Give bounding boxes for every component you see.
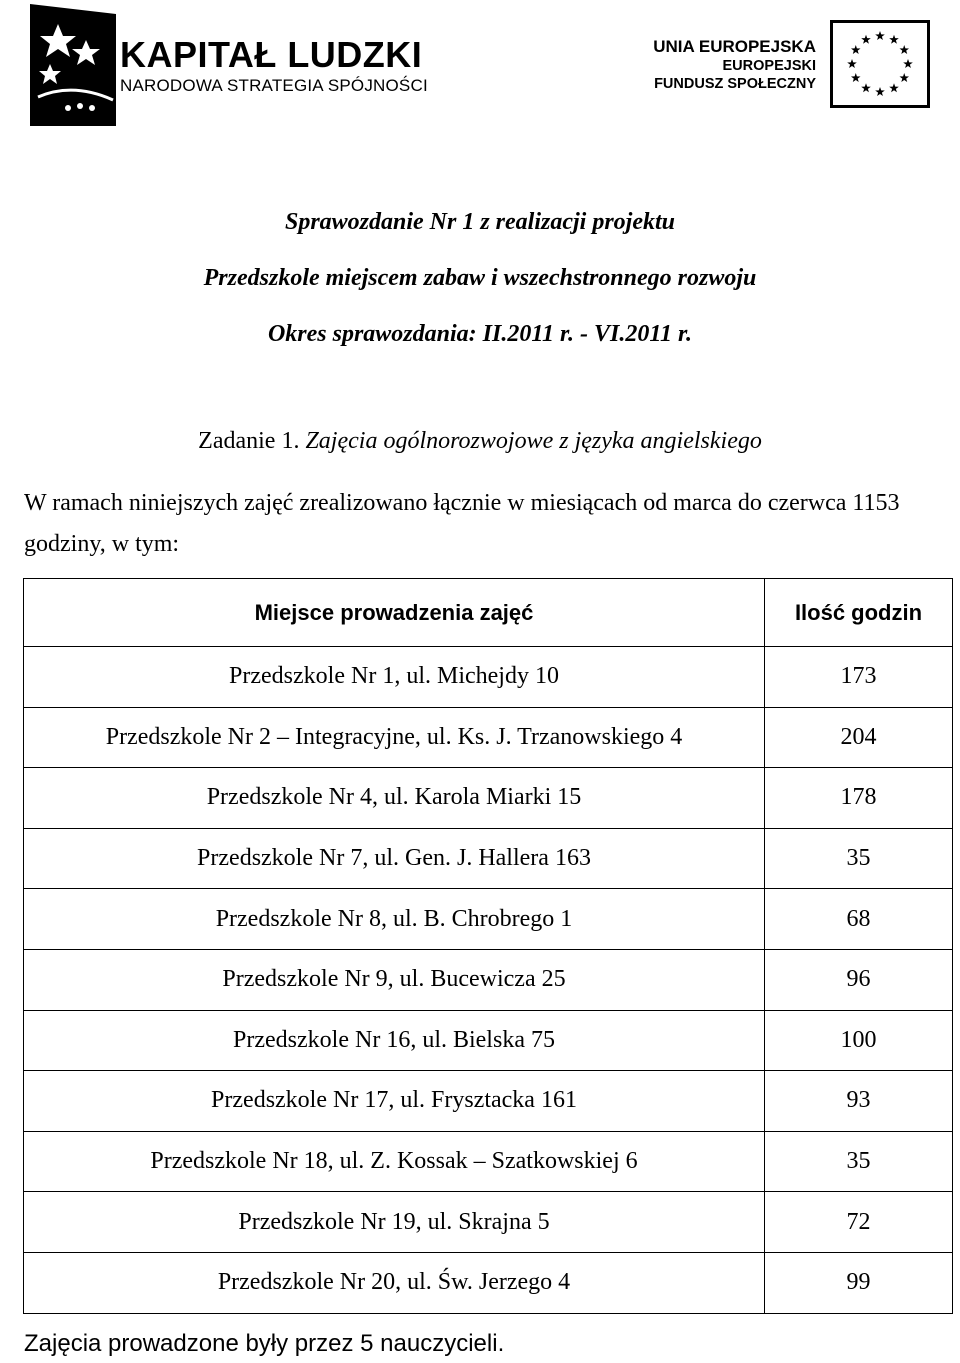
location-cell: Przedszkole Nr 20, ul. Św. Jerzego 4 bbox=[24, 1252, 765, 1313]
footer-note: Zajęcia prowadzone były przez 5 nauczycieli. bbox=[24, 1330, 505, 1357]
hours-cell: 35 bbox=[765, 1131, 953, 1192]
eu-line3: FUNDUSZ SPOŁECZNY bbox=[654, 76, 816, 92]
report-period: Okres sprawozdania: II.2011 r. - VI.2011 r. bbox=[267, 321, 693, 347]
kl-title: KAPITAŁ LUDZKI bbox=[120, 34, 423, 75]
hours-cell: 72 bbox=[765, 1192, 953, 1253]
location-cell: Przedszkole Nr 1, ul. Michejdy 10 bbox=[24, 647, 765, 708]
task-heading bbox=[0, 428, 960, 455]
intro-paragraph: W ramach niniejszych zajęć zrealizowano łącznie w miesiącach od marca do czerwca 1153 godziny, w tym: bbox=[24, 490, 900, 557]
hours-cell: 35 bbox=[765, 828, 953, 889]
hours-cell: 99 bbox=[765, 1252, 953, 1313]
location-cell: Przedszkole Nr 18, ul. Z. Kossak – Szatkowskiej 6 bbox=[24, 1131, 765, 1192]
location-cell: Przedszkole Nr 2 – Integracyjne, ul. Ks. J. Trzanowskiego 4 bbox=[24, 707, 765, 768]
kapital-ludzki-logo-icon bbox=[28, 2, 118, 133]
eu-flag-icon bbox=[830, 20, 930, 113]
table-row bbox=[24, 768, 953, 829]
hours-cell: 100 bbox=[765, 1010, 953, 1071]
task-label: Zadanie 1. bbox=[198, 428, 300, 454]
location-cell: Przedszkole Nr 7, ul. Gen. J. Hallera 163 bbox=[24, 828, 765, 889]
eu-wordmark bbox=[576, 36, 816, 93]
table-row bbox=[24, 1192, 953, 1253]
table-row bbox=[24, 889, 953, 950]
kapital-ludzki-wordmark bbox=[120, 36, 428, 96]
hours-cell: 68 bbox=[765, 889, 953, 950]
column-header-hours: Ilość godzin bbox=[765, 579, 953, 647]
project-name: Przedszkole miejscem zabaw i wszechstronnego rozwoju bbox=[203, 265, 757, 291]
location-cell: Przedszkole Nr 17, ul. Frysztacka 161 bbox=[24, 1071, 765, 1132]
location-cell: Przedszkole Nr 4, ul. Karola Miarki 15 bbox=[24, 768, 765, 829]
table-row bbox=[24, 1131, 953, 1192]
hours-cell: 178 bbox=[765, 768, 953, 829]
location-cell: Przedszkole Nr 9, ul. Bucewicza 25 bbox=[24, 949, 765, 1010]
hours-table bbox=[23, 578, 953, 1314]
table-row bbox=[24, 647, 953, 708]
location-cell: Przedszkole Nr 8, ul. B. Chrobrego 1 bbox=[24, 889, 765, 950]
column-header-location: Miejsce prowadzenia zajęć bbox=[24, 579, 765, 647]
task-name: Zajęcia ogólnorozwojowe z języka angielskiego bbox=[305, 428, 762, 454]
hours-cell: 173 bbox=[765, 647, 953, 708]
table-header-row bbox=[24, 579, 953, 647]
eu-line2: EUROPEJSKI bbox=[722, 58, 816, 74]
hours-cell: 96 bbox=[765, 949, 953, 1010]
header bbox=[0, 0, 960, 140]
table-row bbox=[24, 707, 953, 768]
table-row bbox=[24, 828, 953, 889]
report-title: Sprawozdanie Nr 1 z realizacji projektu bbox=[284, 209, 676, 235]
table-row bbox=[24, 1252, 953, 1313]
eu-line1: UNIA EUROPEJSKA bbox=[653, 37, 816, 56]
table-row bbox=[24, 1071, 953, 1132]
kl-subtitle: NARODOWA STRATEGIA SPÓJNOŚCI bbox=[120, 76, 428, 95]
location-cell: Przedszkole Nr 16, ul. Bielska 75 bbox=[24, 1010, 765, 1071]
hours-cell: 204 bbox=[765, 707, 953, 768]
location-cell: Przedszkole Nr 19, ul. Skrajna 5 bbox=[24, 1192, 765, 1253]
table-row bbox=[24, 949, 953, 1010]
table-row bbox=[24, 1010, 953, 1071]
hours-cell: 93 bbox=[765, 1071, 953, 1132]
